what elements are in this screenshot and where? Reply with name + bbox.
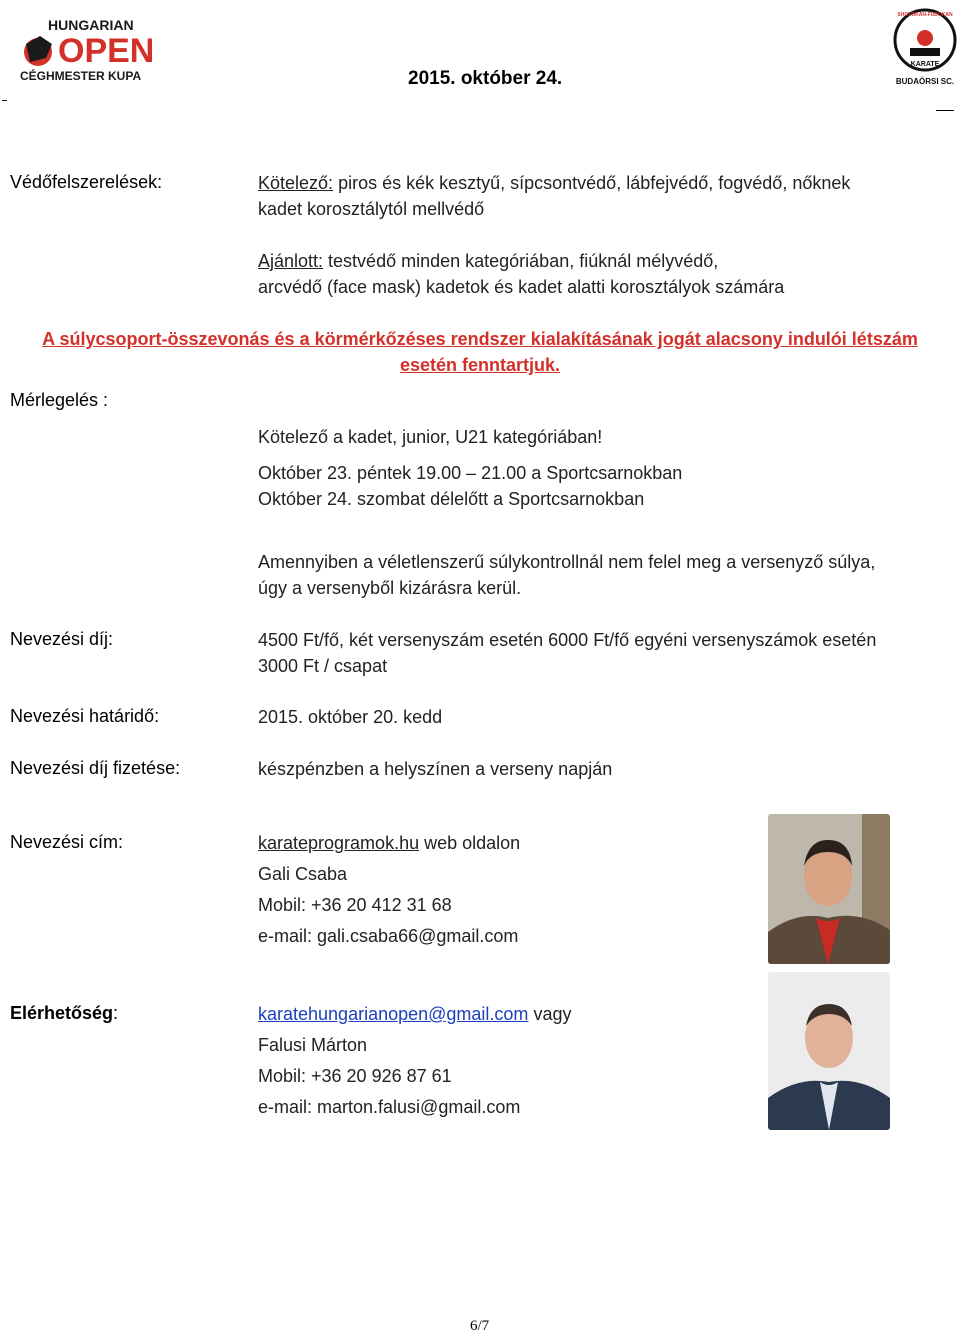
entry-site-link[interactable]: karateprogramok.hu (258, 833, 420, 853)
mandatory-text-2: kadet korosztálytól mellvédő (258, 199, 485, 219)
logo-right-bottom-text: BUDAÖRSI SC. (895, 77, 955, 86)
event-date: 2015. október 24. (408, 68, 563, 89)
mandatory-text: piros és kék kesztyű, sípcsontvédő, lábfejvédő, fogvédő, nőknek (333, 173, 851, 193)
recommended-text-2: arcvédő (face mask) kadetok és kadet alatti korosztályok számára (258, 277, 785, 297)
photo-gali-csaba (768, 814, 890, 964)
protective-gear-label: Védőfelszerelések: (10, 172, 163, 192)
contact-label-main: Elérhetőség (10, 1003, 114, 1023)
contact-mobile: +36 20 926 87 61 (306, 1066, 452, 1086)
logo-text-hungarian: HUNGARIAN (48, 17, 134, 33)
fee-label: Nevezési díj: (10, 629, 114, 649)
entry-email-line (258, 923, 518, 949)
contact-email-link-line (258, 1001, 571, 1027)
entry-email-label: e-mail: (258, 926, 313, 946)
logo-text-kupa: CÉGHMESTER KUPA (20, 69, 142, 83)
weighing-slot-1: Október 23. péntek 19.00 – 21.00 a Sportcsarnokban (258, 463, 683, 483)
recommended-prefix: Ajánlott: (258, 251, 324, 271)
contact-email-suffix: vagy (528, 1004, 572, 1024)
contact-email-line (258, 1094, 520, 1120)
deadline-label: Nevezési határidő: (10, 706, 160, 726)
budaorsi-karate-logo (892, 4, 958, 88)
hungarian-open-logo (18, 14, 160, 84)
entry-label: Nevezési cím: (10, 832, 124, 852)
photo-falusi-marton (768, 972, 890, 1130)
entry-site-suffix: web oldalon (419, 833, 521, 853)
contact-label (10, 1003, 118, 1024)
notice-line-2: esetén fenntartjuk. (399, 355, 561, 375)
entry-mobile-line (258, 892, 452, 918)
recommended-text: testvédő minden kategóriában, fiúknál mélyvédő, (323, 251, 719, 271)
contact-email-link[interactable]: karatehungarianopen@gmail.com (258, 1004, 529, 1024)
weighing-warning-2: úgy a versenyből kizárásra kerül. (258, 578, 522, 598)
entry-email[interactable]: gali.csaba66@gmail.com (312, 926, 519, 946)
contact-name: Falusi Márton (258, 1035, 368, 1055)
contact-mobile-line (258, 1063, 452, 1089)
entry-site-line (258, 830, 520, 856)
protective-recommended (258, 248, 718, 274)
payment-label: Nevezési díj fizetése: (10, 758, 181, 778)
entry-mobile: +36 20 412 31 68 (306, 895, 452, 915)
contact-mobile-label: Mobil: (258, 1066, 307, 1086)
weighing-warning-1: Amennyiben a véletlenszerű súlykontrollnál nem felel meg a versenyző súlya, (258, 552, 876, 572)
weight-class-notice (20, 326, 940, 378)
weighing-slot-2: Október 24. szombat délelőtt a Sportcsarnokban (258, 489, 645, 509)
deadline-text: 2015. október 20. kedd (258, 707, 443, 727)
notice-line-1: A súlycsoport-összevonás és a körmérkőzéses rendszer kialakításának jogát alacsony indulói létszám (42, 329, 918, 349)
payment-text: készpénzben a helyszínen a verseny napján (258, 759, 613, 779)
weighing-label: Mérlegelés : (10, 390, 109, 410)
fee-text-2: 3000 Ft / csapat (258, 656, 388, 676)
header-divider-right (936, 110, 954, 111)
weighing-mandatory: Kötelező a kadet, junior, U21 kategóriában! (258, 427, 603, 447)
logo-right-karate-text: KARATE (910, 61, 940, 68)
protective-mandatory (258, 170, 938, 196)
mandatory-prefix: Kötelező: (258, 173, 334, 193)
contact-email[interactable]: marton.falusi@gmail.com (312, 1097, 521, 1117)
fee-text-1: 4500 Ft/fő, két versenyszám esetén 6000 Ft/fő egyéni versenyszámok esetén (258, 630, 877, 650)
logo-right-top-text: SHOTOKAN-FUDOKAN (897, 12, 953, 18)
page-number: 6/7 (470, 1318, 490, 1334)
contact-email-label: e-mail: (258, 1097, 313, 1117)
entry-mobile-label: Mobil: (258, 895, 307, 915)
header-divider-left (2, 100, 7, 101)
logo-text-open: OPEN (58, 32, 155, 70)
entry-name: Gali Csaba (258, 864, 348, 884)
contact-label-colon: : (113, 1003, 119, 1023)
